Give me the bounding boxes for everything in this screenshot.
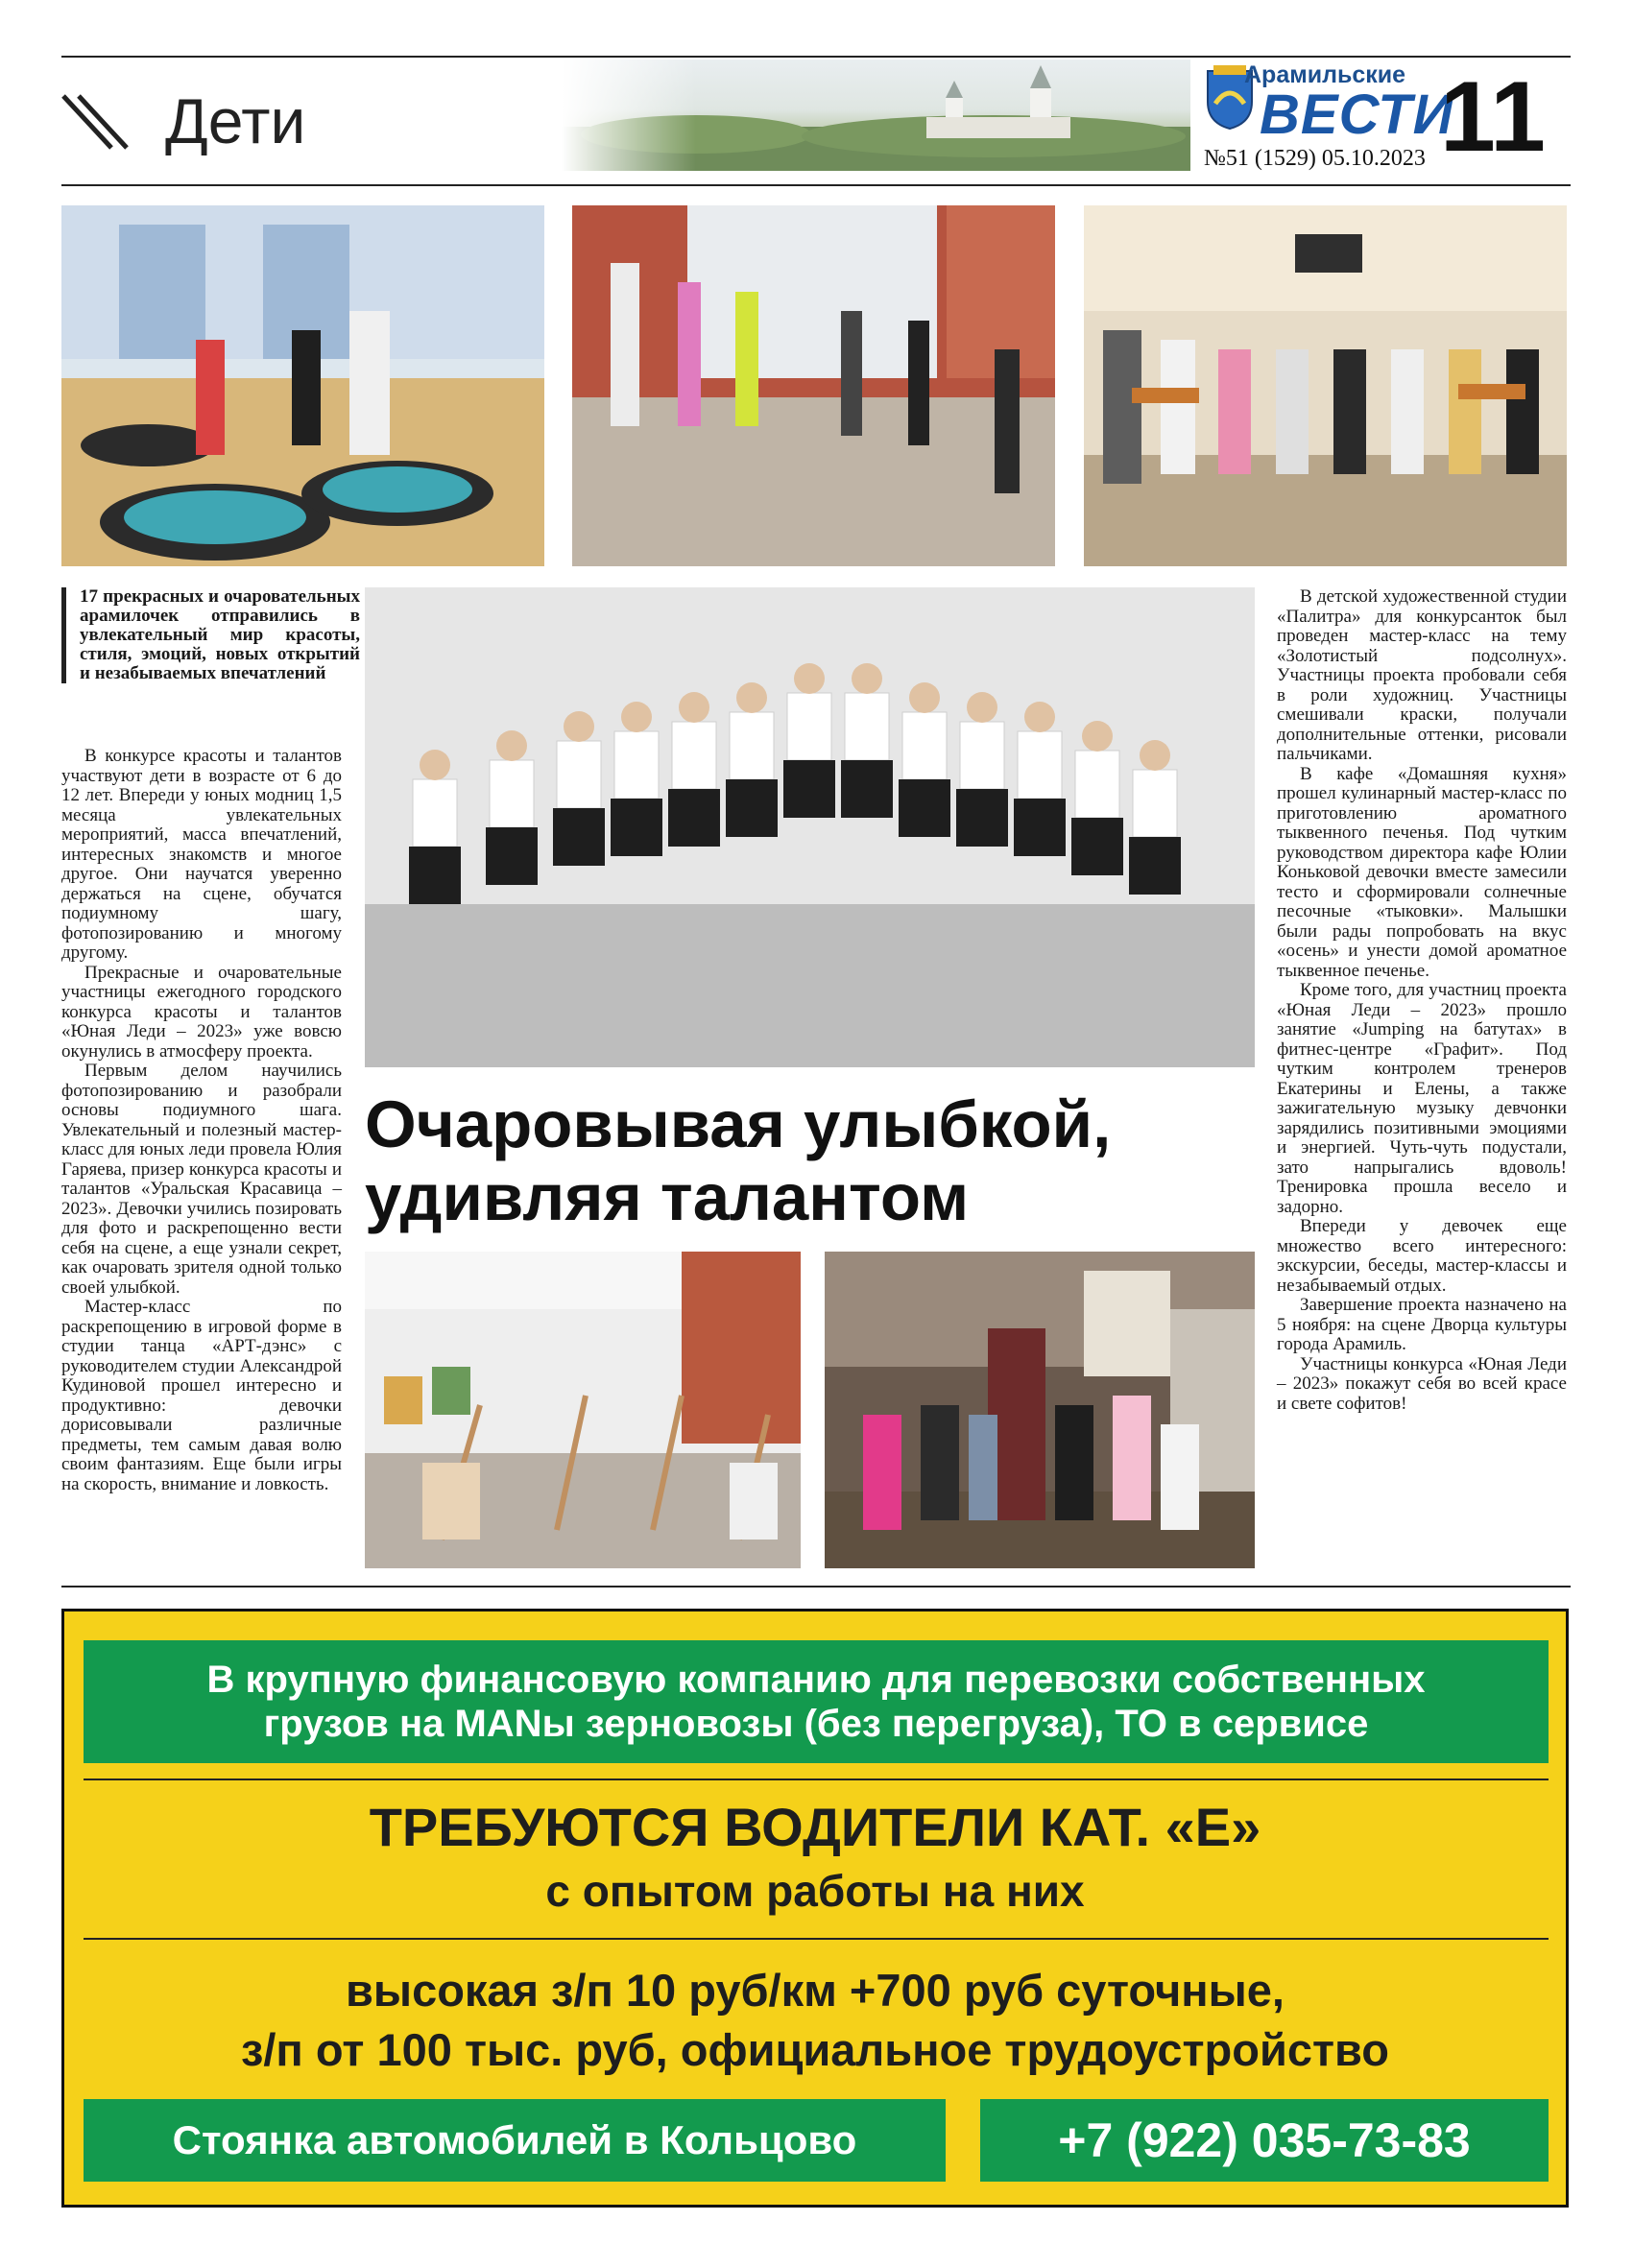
- article-headline: [365, 1088, 1267, 1234]
- article-paragraph: В конкурсе красоты и талантов участвуют дети в возрасте от 6 до 12 лет. Впереди у юных модниц 1,5 месяца увлекательных мероприятий, масса впечатлений, интересных знакомств и многое другое. Они научатся уверенно держаться на сцене, обучатся подиумному шагу, фотопозированию и многому другому.: [61, 746, 342, 963]
- photo-cafe-class: [1084, 205, 1567, 566]
- headline-line-1: Очаровывая улыбкой,: [365, 1087, 1112, 1161]
- ad-divider: [84, 1779, 1549, 1780]
- article-paragraph: Прекрасные и очаровательные участницы ежегодного городского конкурса красоты и талантов «Юная Леди – 2023» уже вовсю окунулись в атмосферу проекта.: [61, 962, 342, 1062]
- article-paragraph: В кафе «Домашняя кухня» прошел кулинарный мастер-класс по приготовлению ароматного тыквенного печенья. Под чутким руководством директора кафе Юлии Коньковой девочки вместе замесили тесто и сформировали солнечные песочные «тыковки». Малышки были рады попробовать на вкус «осень» и унести домой ароматное тыквенное печенье.: [1277, 763, 1567, 981]
- article-paragraph: Впереди у девочек еще множество всего интересного: экскурсии, беседы, мастер-классы и незабываемый отдых.: [1277, 1216, 1567, 1296]
- page-number: 11: [1440, 61, 1546, 173]
- photo-dance-class: [572, 205, 1055, 566]
- ad-divider: [84, 1938, 1549, 1940]
- header-bottom-rule: [61, 184, 1571, 186]
- headline-line-2: удивляя талантом: [365, 1160, 970, 1234]
- ad-top-rule: [61, 1586, 1571, 1588]
- ad-pay-line-2: з/п от 100 тыс. руб, официальное трудоустройство: [240, 2024, 1390, 2075]
- article-paragraph: Первым делом научились фотопозированию и разобрали основы подиумного шага. Увлекательный и полезный мастер-класс для юных леди провела Юлия Гаряева, призер конкурса красоты и талантов «Уральская Красавица – 2023». Девочки учились позировать для фото и раскрепощенно вести себя на сцене, а еще узнали секрет, как очаровать зрителя одной только своей улыбкой.: [61, 1061, 342, 1298]
- article-lead: 17 прекрасных и очаровательных арамилочек отправились в увлекательный мир красоты, стиля, эмоций, новых открытий и незабываемых впечатлений: [61, 587, 360, 683]
- article-paragraph: Участницы конкурса «Юная Леди – 2023» покажут себя во всей красе и свете софитов!: [1277, 1353, 1567, 1414]
- ad-phone: +7 (922) 035-73-83: [980, 2099, 1549, 2182]
- article-left-column: [61, 747, 342, 1494]
- article-paragraph: В детской художественной студии «Палитра» для конкурсанток был проведен мастер-класс на тему «Золотистый подсолнух». Участницы проекта пробовали себя в роли художниц. Участницы смешивали краски, получали дополнительные оттенки, рисовали пальчиками.: [1277, 586, 1567, 764]
- photo-group-participants: [365, 587, 1255, 1067]
- ad-subtitle: с опытом работы на них: [545, 1866, 1085, 1916]
- ad-intro-line-1: В крупную финансовую компанию для перевозки собственных: [206, 1659, 1426, 1701]
- photo-trampoline-class: [61, 205, 544, 566]
- ad-parking: Стоянка автомобилей в Кольцово: [84, 2099, 946, 2182]
- ad-intro-line-2: грузов на MANы зерновозы (без перегруза), ТО в сервисе: [263, 1703, 1369, 1745]
- issue-info: №51 (1529) 05.10.2023: [1204, 146, 1426, 171]
- article-paragraph: Мастер-класс по раскрепощению в игровой форме в студии танца «АРТ-дэнс» с руководителем студии Александрой Кудиновой прошел интересно и продуктивно: девочки дорисовывали различные предметы, тем самым давая волю своим фантазиям. Еще были игры на скорость, внимание и ловкость.: [61, 1297, 342, 1494]
- article-right-column: [1277, 587, 1567, 1414]
- article-paragraph: Завершение проекта назначено на 5 ноября: на сцене Дворца культуры города Арамиль.: [1277, 1295, 1567, 1354]
- header-banner-image: [562, 60, 1190, 171]
- logo-title: ВЕСТИ: [1260, 84, 1454, 146]
- job-advertisement: [61, 1609, 1569, 2208]
- article-paragraph: Кроме того, для участниц проекта «Юная Леди – 2023» прошло занятие «Jumping на батутах» в фитнес-центре «Графит». Под чутким контролем тренеров Екатерины и Елены, а также зажигательную музыку девчонки зарядились позитивными эмоциями и энергией. Чуть-чуть подустали, зато напрыгались вдоволь! Тренировка прошла весело и задорно.: [1277, 980, 1567, 1217]
- section-slashes-icon: [61, 94, 129, 152]
- photo-group-with-leaders: [825, 1252, 1255, 1568]
- photo-art-studio: [365, 1252, 801, 1568]
- section-title: Дети: [165, 85, 306, 156]
- ad-intro-box: [84, 1640, 1549, 1763]
- header-top-rule: [61, 56, 1571, 58]
- logo-subtitle: Арамильские: [1244, 61, 1406, 88]
- ad-title: ТРЕБУЮТСЯ ВОДИТЕЛИ КАТ. «Е»: [369, 1797, 1261, 1857]
- ad-pay-line-1: высокая з/п 10 руб/км +700 руб суточные,: [346, 1965, 1285, 2016]
